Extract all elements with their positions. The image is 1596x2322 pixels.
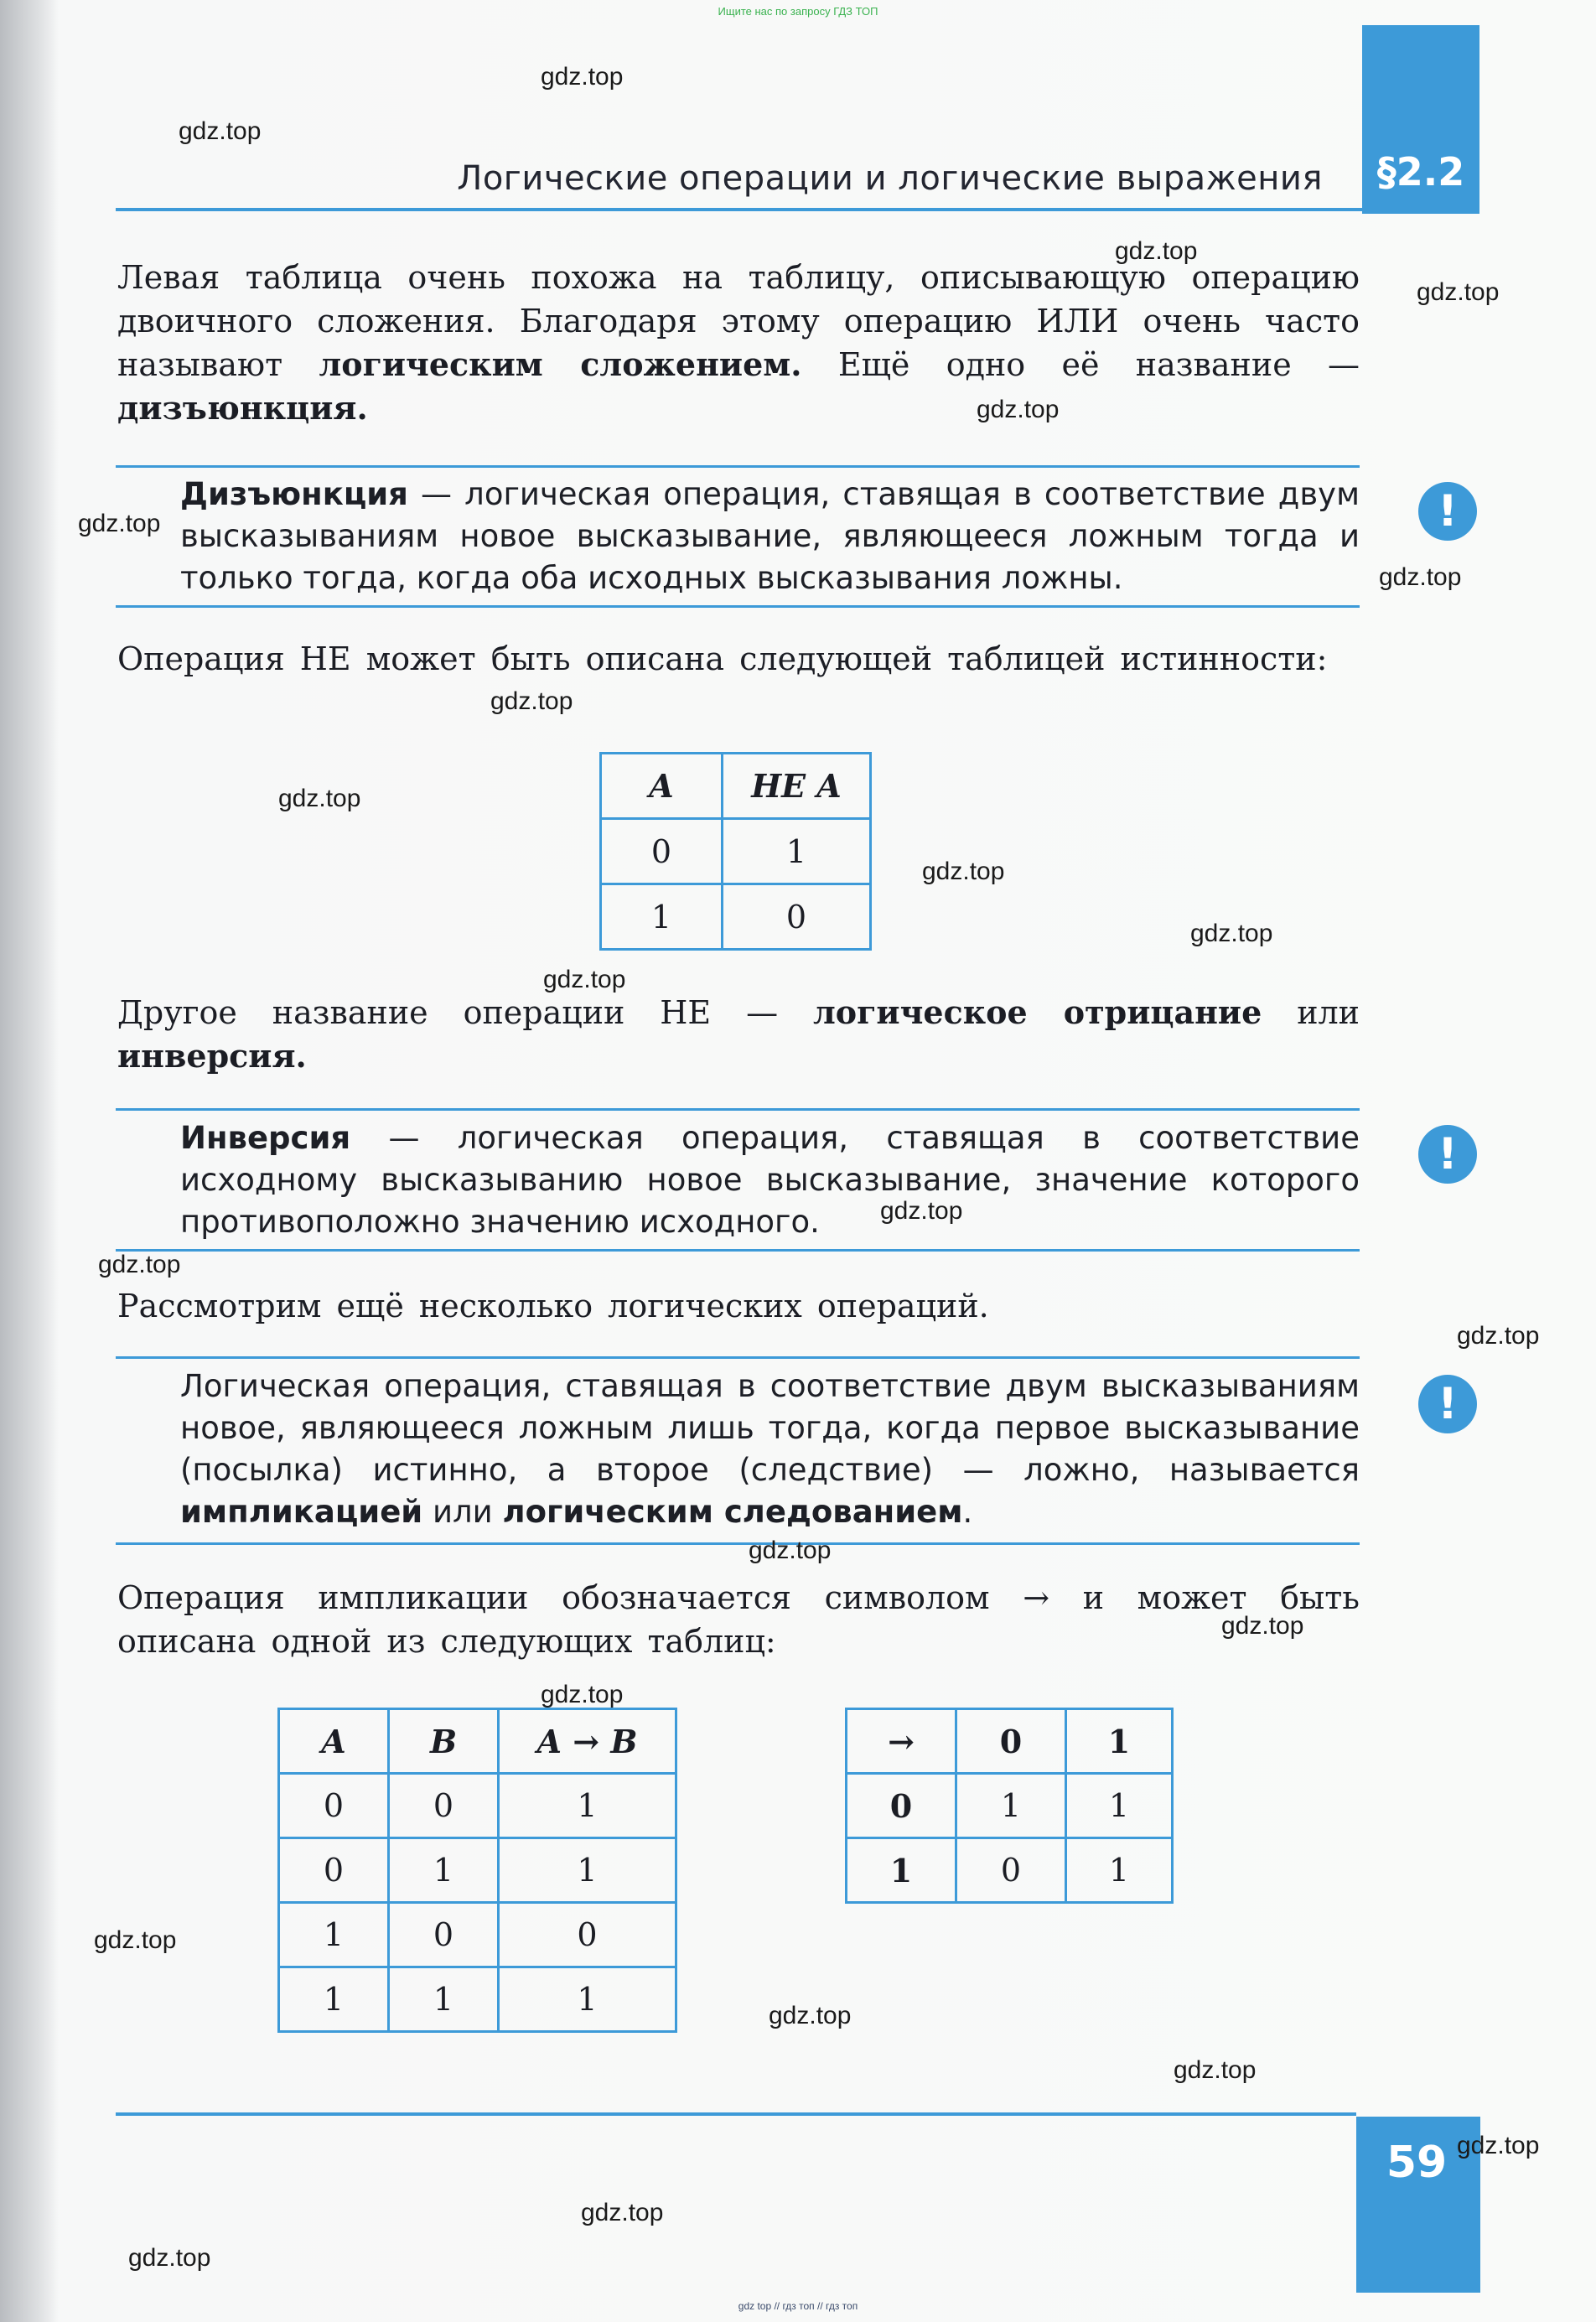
table-cell: 1 (279, 1903, 389, 1967)
paragraph-not-intro: Операция НЕ может быть описана следующей таблицей истинности: (117, 640, 1328, 677)
watermark: gdz.top (179, 117, 262, 145)
term-logical-negation: логическое отрицание (813, 993, 1262, 1031)
definition-implication: Логическая операция, ставящая в соответствие двум высказываниям новое, являющееся ложным лишь тогда, когда первое высказывание (посылка) истинно, а второе (следствие) — ложно, называется импликацией или логическим следованием. (180, 1368, 1360, 1530)
watermark: gdz.top (769, 2002, 852, 2029)
table-cell: 0 (847, 1774, 956, 1838)
watermark: gdz.top (880, 1197, 963, 1225)
table-cell: 0 (389, 1774, 499, 1838)
definition-term: Инверсия (180, 1120, 351, 1156)
table-cell: 1 (1066, 1774, 1173, 1838)
paragraph-inversion-intro: Другое название операции НЕ — логическое отрицание или инверсия. (117, 993, 1360, 1075)
definition-term: Дизъюнкция (180, 476, 408, 512)
term-implication: импликацией (180, 1494, 423, 1530)
watermark: gdz.top (1379, 563, 1462, 591)
paragraph-implication-symbol: Операция импликации обозначается символом → и может быть описана одной из следующих таблиц: (117, 1579, 1360, 1660)
header-rule (116, 208, 1479, 211)
table-cell: 1 (389, 1967, 499, 2032)
implication-matrix-table (845, 1708, 1174, 1904)
watermark: gdz.top (128, 2244, 211, 2272)
watermark: gdz.top (94, 1926, 177, 1954)
definition-bottom-rule (116, 605, 1360, 608)
table-cell: 1 (499, 1774, 676, 1838)
watermark: gdz.top (922, 858, 1005, 885)
watermark: gdz.top (1115, 237, 1198, 265)
paragraph-more-operations: Рассмотрим ещё несколько логических операций. (117, 1288, 989, 1324)
table-header-cell: A (279, 1709, 389, 1774)
table-cell: 0 (956, 1838, 1066, 1903)
watermark: gdz.top (977, 396, 1060, 423)
bottom-note: gdz top // гдз топ // гдз топ (738, 2300, 858, 2312)
definition-bottom-rule (116, 1249, 1360, 1252)
watermark: gdz.top (541, 63, 624, 91)
watermark: gdz.top (581, 2199, 664, 2226)
definition-inversion: Инверсия — логическая операция, ставящая в соответствие исходному высказыванию новое высказывание, значение которого противоположно значению исходного. (180, 1120, 1360, 1240)
watermark: gdz.top (1457, 1322, 1540, 1350)
definition-disjunction: Дизъюнкция — логическая операция, ставящая в соответствие двум высказываниям новое высказывание, являющееся ложным тогда и только тогда, когда оба исходных высказывания ложны. (180, 476, 1360, 596)
implication-truth-table (277, 1708, 677, 2033)
section-number: §2.2 (1376, 149, 1465, 194)
table-cell: 1 (601, 884, 723, 950)
not-truth-table (599, 752, 872, 951)
paragraph-disjunction-intro: Левая таблица очень похожа на таблицу, описывающую операцию двоичного сложения. Благодаря этому операцию ИЛИ очень часто называют логическим сложением. Ещё одно её название — дизъюнкция. (117, 259, 1360, 427)
term-logical-consequence: логическим следованием (502, 1494, 963, 1530)
table-header-cell: A (601, 754, 723, 819)
table-cell: 0 (389, 1903, 499, 1967)
watermark: gdz.top (541, 1681, 624, 1708)
watermark: gdz.top (1174, 2056, 1257, 2084)
definition-top-rule (116, 1108, 1360, 1111)
term-disjunction: дизъюнкция. (117, 389, 368, 427)
table-cell: 1 (389, 1838, 499, 1903)
term-inversion: инверсия. (117, 1037, 307, 1075)
exclamation-icon: ! (1418, 482, 1477, 541)
table-cell: 0 (601, 819, 723, 884)
exclamation-icon: ! (1418, 1125, 1477, 1184)
watermark: gdz.top (278, 785, 361, 812)
table-cell: 0 (279, 1838, 389, 1903)
table-header-cell: 1 (1066, 1709, 1173, 1774)
definition-bottom-rule (116, 1542, 1360, 1545)
table-cell: 0 (499, 1903, 676, 1967)
top-note: Ищите нас по запросу ГДЗ ТОП (718, 5, 878, 18)
table-cell: 0 (723, 884, 871, 950)
table-cell: 1 (956, 1774, 1066, 1838)
table-cell: 1 (1066, 1838, 1173, 1903)
watermark: gdz.top (543, 966, 626, 993)
table-header-cell: 0 (956, 1709, 1066, 1774)
book-spine-shadow (0, 0, 59, 2322)
table-cell: 1 (723, 819, 871, 884)
watermark: gdz.top (1417, 278, 1500, 306)
table-cell: 1 (499, 1838, 676, 1903)
definition-top-rule (116, 1356, 1360, 1359)
exclamation-icon: ! (1418, 1375, 1477, 1433)
table-header-cell: НЕ A (723, 754, 871, 819)
table-cell: 1 (847, 1838, 956, 1903)
footer-rule (116, 2112, 1356, 2116)
watermark: gdz.top (98, 1251, 181, 1278)
definition-top-rule (116, 465, 1360, 468)
table-cell: 0 (279, 1774, 389, 1838)
page-header-title: Логические операции и логические выражения (457, 159, 1323, 198)
table-cell: 1 (499, 1967, 676, 2032)
watermark: gdz.top (1221, 1612, 1304, 1640)
watermark: gdz.top (78, 510, 161, 537)
table-cell: 1 (279, 1967, 389, 2032)
table-header-cell: B (389, 1709, 499, 1774)
watermark: gdz.top (490, 687, 573, 715)
watermark: gdz.top (1457, 2132, 1540, 2159)
table-header-cell: → (847, 1709, 956, 1774)
table-header-cell: A → B (499, 1709, 676, 1774)
watermark: gdz.top (1190, 920, 1273, 947)
watermark: gdz.top (749, 1537, 832, 1564)
term-logical-addition: логическим сложением. (319, 345, 802, 383)
page-number: 59 (1386, 2138, 1448, 2188)
